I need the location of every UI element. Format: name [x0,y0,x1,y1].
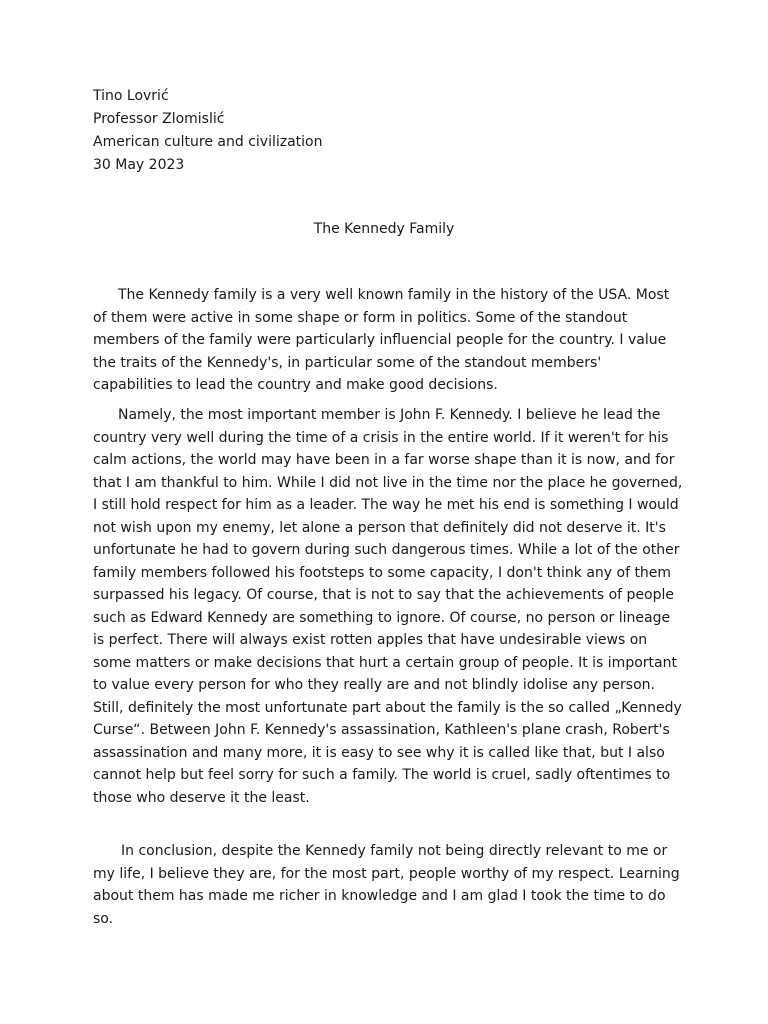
paragraph: The Kennedy family is a very well known family in the history of the USA. Most of them were active in some shape or form in politics. Some of the standout members of the family were particularly influencial people for the country. I value the traits of the Kennedy's, in particular some of the standout members' capabilities to lead the country and make good decisions. [93,287,670,393]
document-date: 30 May 2023 [93,157,185,173]
author-name: Tino Lovrić [93,88,169,104]
document-title: The Kennedy Family [313,221,455,237]
paragraph: Namely, the most important member is John F. Kennedy. I believe he lead the country very well during the time of a crisis in the entire world. If it weren't for his calm actions, the world may have been in a far worse shape than it is now, and for that I am thankful to him. While I did not live in the time nor the place he governed, I still hold respect for him as a leader. The way he met his end is something I would not wish upon my enemy, let alone a person that definitely did not deserve it. It's unfortunate he had to govern during such dangerous times. While a lot of the other family members followed his footsteps to some capacity, I don't think any of them surpassed his legacy. Of course, that is not to say that the achievements of people such as Edward Kennedy are something to ignore. Of course, no person or lineage is perfect. There will always exist rotten apples that have undesirable views on some matters or make decisions that hurt a certain group of people. It is important to value every person for who they really are and not blindly idolise any person. Still, definitely the most unfortunate part about the family is the so called „Kennedy Curse“. Between John F. Kennedy's assassination, Kathleen's plane crash, Robert's assassination and many more, it is easy to see why it is called like that, but I also cannot help but feel sorry for such a family. The world is cruel, sadly oftentimes to those who deserve it the least. [93,407,683,806]
paragraph-3-block [93,840,683,930]
paragraph-1-block [93,284,683,397]
course-name: American culture and civilization [93,134,323,150]
paragraph: In conclusion, despite the Kennedy family not being directly relevant to me or my life, I believe they are, for the most part, people worthy of my respect. Learning about them has made me richer in knowledge and I am glad I took the time to do so. [93,843,680,927]
document-header [93,85,322,177]
professor-name: Professor Zlomislić [93,111,225,127]
paragraph-2-block [93,404,683,809]
